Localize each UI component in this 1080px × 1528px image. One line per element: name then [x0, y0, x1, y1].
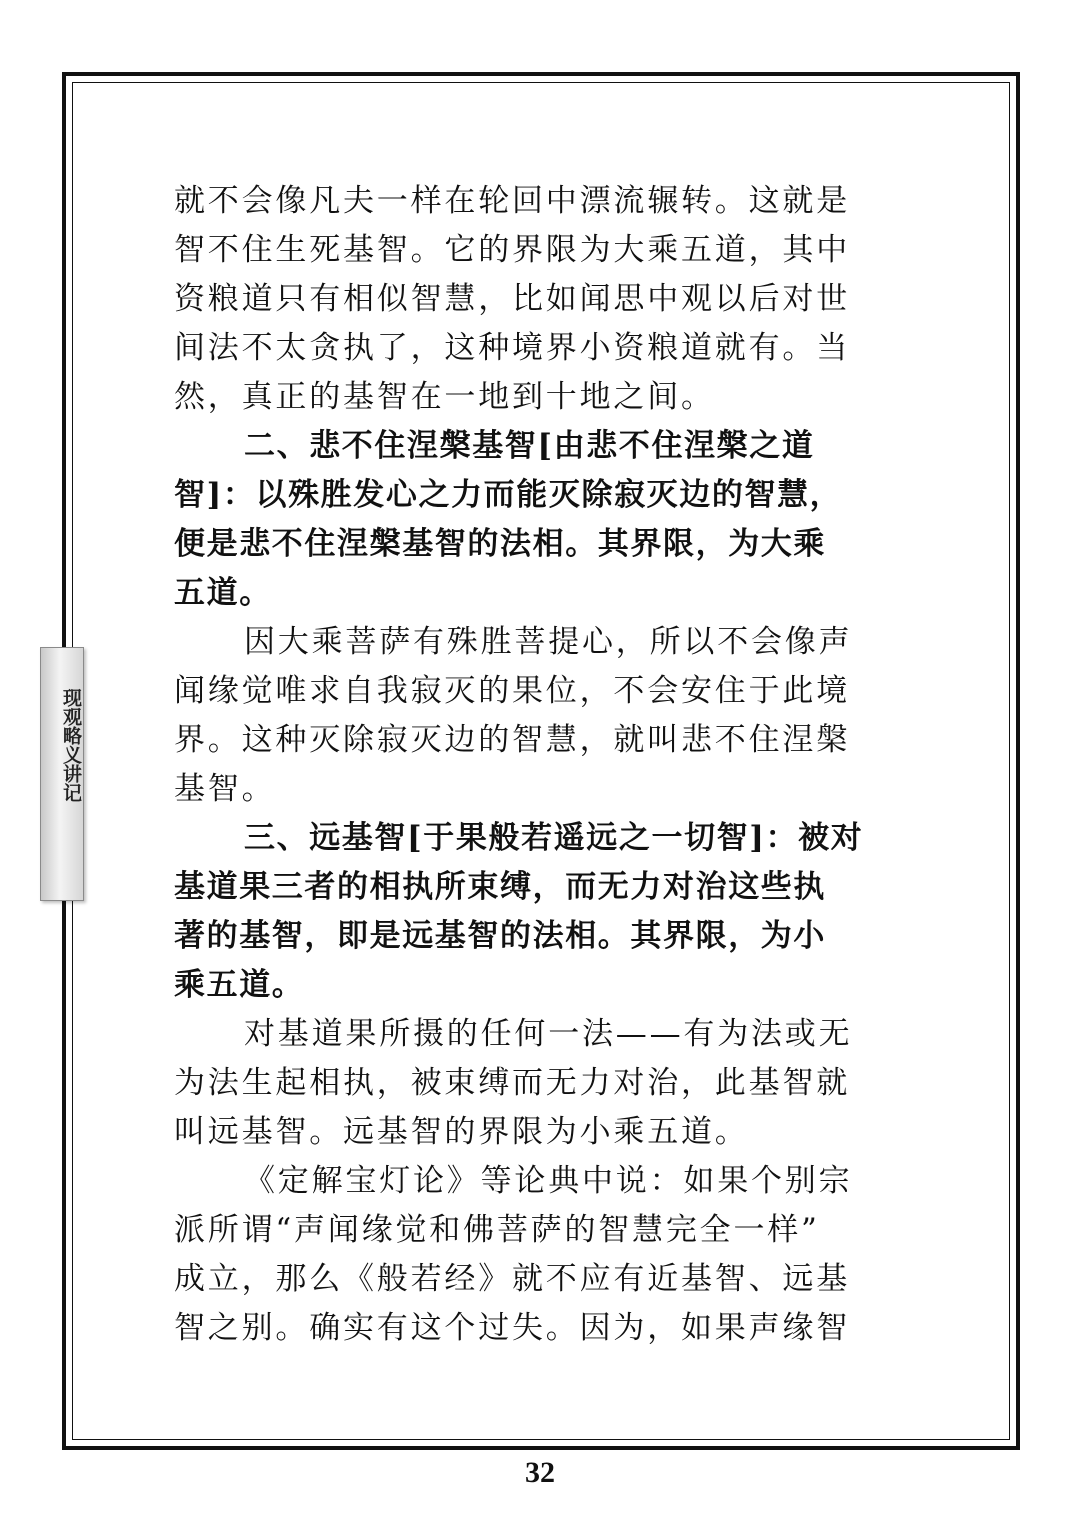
heading-line: 基道果三者的相执所束缚，而无力对治这些执: [174, 869, 826, 905]
text-line: 然，真正的基智在一地到十地之间。: [174, 379, 715, 415]
heading-line: 三、远基智[于果般若遥远之一切智]：被对: [244, 820, 864, 856]
heading-line: 便是悲不住涅槃基智的法相。其界限，为大乘: [174, 526, 826, 562]
heading-line: 智]：以殊胜发心之力而能灭除寂灭边的智慧，: [174, 477, 843, 513]
text-line: 间法不太贪执了，这种境界小资粮道就有。当: [174, 330, 850, 366]
page-number: 32: [525, 1456, 555, 1489]
text-line: 资粮道只有相似智慧，比如闻思中观以后对世: [174, 281, 850, 317]
side-tab: [40, 647, 84, 901]
text-line: 派所谓“声闻缘觉和佛菩萨的智慧完全一样”: [174, 1212, 820, 1248]
text-line: 智之别。确实有这个过失。因为，如果声缘智: [174, 1310, 850, 1346]
text-line: 基智。: [174, 771, 276, 807]
text-line: 智不住生死基智。它的界限为大乘五道，其中: [174, 232, 850, 268]
text-line: 为法生起相执，被束缚而无力对治，此基智就: [174, 1065, 850, 1101]
text-line: 就不会像凡夫一样在轮回中漂流辗转。这就是: [174, 183, 850, 219]
heading-line: 五道。: [174, 575, 272, 611]
text-line: 因大乘菩萨有殊胜菩提心，所以不会像声: [244, 624, 853, 660]
text-line: 对基道果所摄的任何一法——有为法或无: [244, 1016, 853, 1052]
heading-line: 著的基智，即是远基智的法相。其界限，为小: [174, 918, 826, 954]
text-line: 叫远基智。远基智的界限为小乘五道。: [174, 1114, 749, 1150]
heading-line: 乘五道。: [174, 967, 305, 1003]
body-text: [174, 177, 902, 1353]
text-line: 界。这种灭除寂灭边的智慧，就叫悲不住涅槃: [174, 722, 850, 758]
heading-line: 二、悲不住涅槃基智[由悲不住涅槃之道: [244, 428, 815, 464]
side-tab-label: 现观略义讲记: [60, 688, 82, 802]
text-line: 闻缘觉唯求自我寂灭的果位，不会安住于此境: [174, 673, 850, 709]
text-line: 《定解宝灯论》等论典中说：如果个别宗: [244, 1163, 853, 1199]
text-line: 成立，那么《般若经》就不应有近基智、远基: [174, 1261, 850, 1297]
